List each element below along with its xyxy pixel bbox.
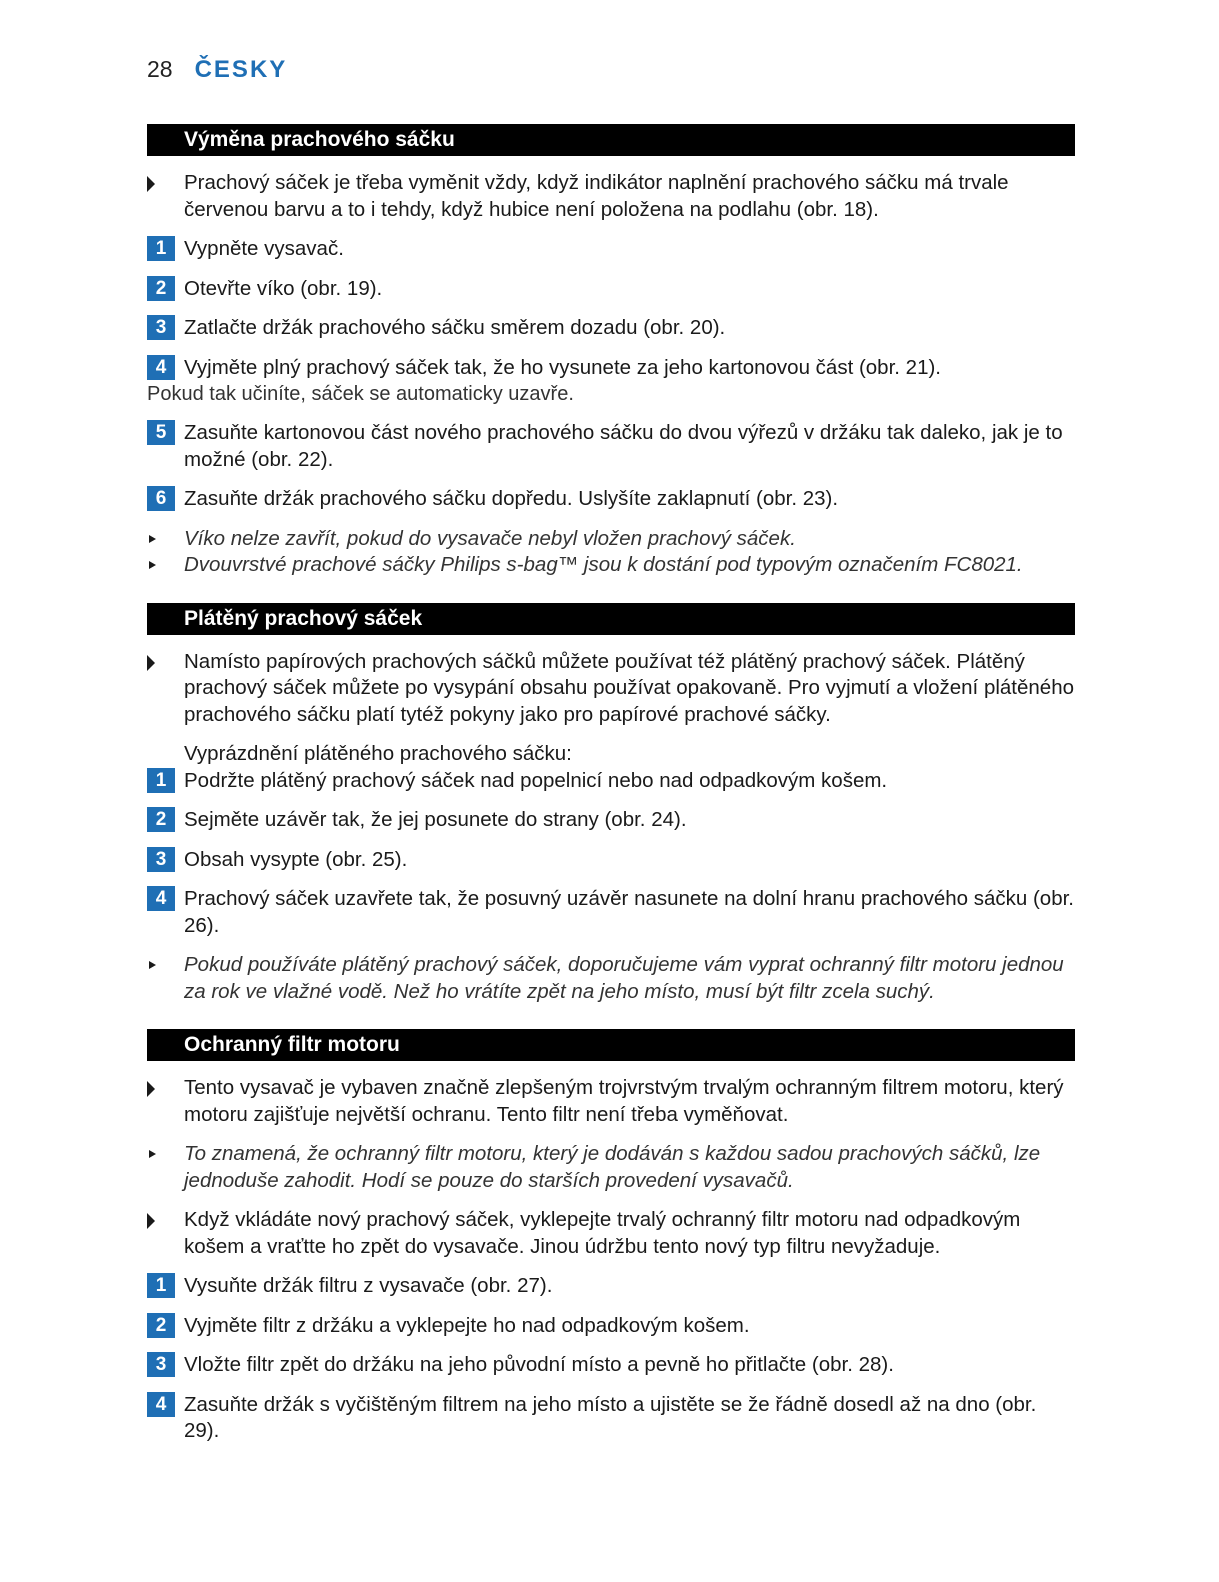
intro-paragraph: Namísto papírových prachových sáčků můžete používat též plátěný prachový sáček. Plátěný prachový sáček můžete po vysypání obsahu používat opakovaně. Pro vyjmutí a vložení plátěného prachového sáčku platí tytéž pokyny jako pro papírové prachové sáčky.	[147, 649, 1075, 729]
step-number: 3	[147, 847, 175, 872]
step-number: 4	[147, 886, 175, 911]
language-label: ČESKY	[194, 56, 288, 83]
step-number: 1	[147, 1273, 175, 1298]
step-number: 2	[147, 1313, 175, 1338]
bullet-icon	[147, 1213, 155, 1229]
tip-item: To znamená, že ochranný filtr motoru, který je dodáván s každou sadou prachových sáčků, lze jednoduše zahodit. Hodí se pouze do starších provedení vysavačů.	[147, 1141, 1075, 1194]
tip-item: Dvouvrstvé prachové sáčky Philips s-bag™ jsou k dostání pod typovým označením FC8021.	[147, 552, 1075, 579]
step-item: 2 Vyjměte filtr z držáku a vyklepejte ho nad odpadkovým košem.	[147, 1313, 1075, 1340]
tip-icon	[149, 535, 156, 543]
step-number: 6	[147, 486, 175, 511]
step-item: 1 Vysuňte držák filtru z vysavače (obr. 27).	[147, 1273, 1075, 1300]
bullet-icon	[147, 176, 155, 192]
step-item: 5 Zasuňte kartonovou část nového prachového sáčku do dvou výřezů v držáku tak daleko, jak je to možné (obr. 22).	[147, 420, 1075, 473]
section-title: Ochranný filtr motoru	[147, 1029, 1075, 1061]
intro-paragraph: Prachový sáček je třeba vyměnit vždy, když indikátor naplnění prachového sáčku má trvale červenou barvu a to i tehdy, když hubice není položena na podlahu (obr. 18).	[147, 170, 1075, 223]
step-item: 3 Vložte filtr zpět do držáku na jeho původní místo a pevně ho přitlačte (obr. 28).	[147, 1352, 1075, 1379]
step-number: 1	[147, 768, 175, 793]
page-number: 28	[147, 56, 173, 82]
page-header	[147, 56, 287, 84]
tip-item: Víko nelze zavřít, pokud do vysavače nebyl vložen prachový sáček.	[147, 526, 1075, 553]
step-item: 2 Otevřte víko (obr. 19).	[147, 276, 1075, 303]
step-item: 3 Obsah vysypte (obr. 25).	[147, 847, 1075, 874]
step-number: 3	[147, 315, 175, 340]
section-title: Výměna prachového sáčku	[147, 124, 1075, 156]
tip-icon	[149, 561, 156, 569]
step-item: 6 Zasuňte držák prachového sáčku dopředu. Uslyšíte zaklapnutí (obr. 23).	[147, 486, 1075, 513]
tip-item: Pokud používáte plátěný prachový sáček, doporučujeme vám vyprat ochranný filtr motoru jednou za rok ve vlažné vodě. Než ho vrátíte zpět na jeho místo, musí být filtr zcela suchý.	[147, 952, 1075, 1005]
step-number: 1	[147, 236, 175, 261]
step-item: 4 Vyjměte plný prachový sáček tak, že ho vysunete za jeho kartonovou část (obr. 21). Pokud tak učiníte, sáček se automaticky uzavře.	[147, 355, 1075, 408]
tips-list	[147, 952, 1075, 1005]
step-note: Pokud tak učiníte, sáček se automaticky uzavře.	[147, 383, 574, 405]
step-number: 2	[147, 807, 175, 832]
step-number: 4	[147, 1392, 175, 1417]
section-title: Plátěný prachový sáček	[147, 603, 1075, 635]
step-number: 2	[147, 276, 175, 301]
step-item: 1 Vypněte vysavač.	[147, 236, 1075, 263]
step-item: 2 Sejměte uzávěr tak, že jej posunete do strany (obr. 24).	[147, 807, 1075, 834]
tip-icon	[149, 961, 156, 969]
step-number: 5	[147, 420, 175, 445]
intro-paragraph: Když vkládáte nový prachový sáček, vyklepejte trvalý ochranný filtr motoru nad odpadkovým košem a vraťtte ho zpět do vysavače. Jinou údržbu tento nový typ filtru nevyžaduje.	[147, 1207, 1075, 1260]
tip-icon	[149, 1150, 156, 1158]
step-item: 1 Podržte plátěný prachový sáček nad popelnicí nebo nad odpadkovým košem.	[147, 768, 1075, 795]
intro-paragraph: Tento vysavač je vybaven značně zlepšeným trojvrstvým trvalým ochranným filtrem motoru, který motoru zajišťuje největší ochranu. Tento filtr není třeba vyměňovat.	[147, 1075, 1075, 1128]
step-number: 3	[147, 1352, 175, 1377]
sub-heading: Vyprázdnění plátěného prachového sáčku:	[184, 742, 572, 765]
tips-list	[147, 526, 1075, 579]
step-item: 3 Zatlačte držák prachového sáčku směrem dozadu (obr. 20).	[147, 315, 1075, 342]
page-content	[147, 124, 1075, 1458]
bullet-icon	[147, 655, 155, 671]
step-item: 4 Zasuňte držák s vyčištěným filtrem na jeho místo a ujistěte se že řádně dosedl až na dno (obr. 29).	[147, 1392, 1075, 1445]
step-item: 4 Prachový sáček uzavřete tak, že posuvný uzávěr nasunete na dolní hranu prachového sáčku (obr. 26).	[147, 886, 1075, 939]
bullet-icon	[147, 1081, 155, 1097]
step-number: 4	[147, 355, 175, 380]
